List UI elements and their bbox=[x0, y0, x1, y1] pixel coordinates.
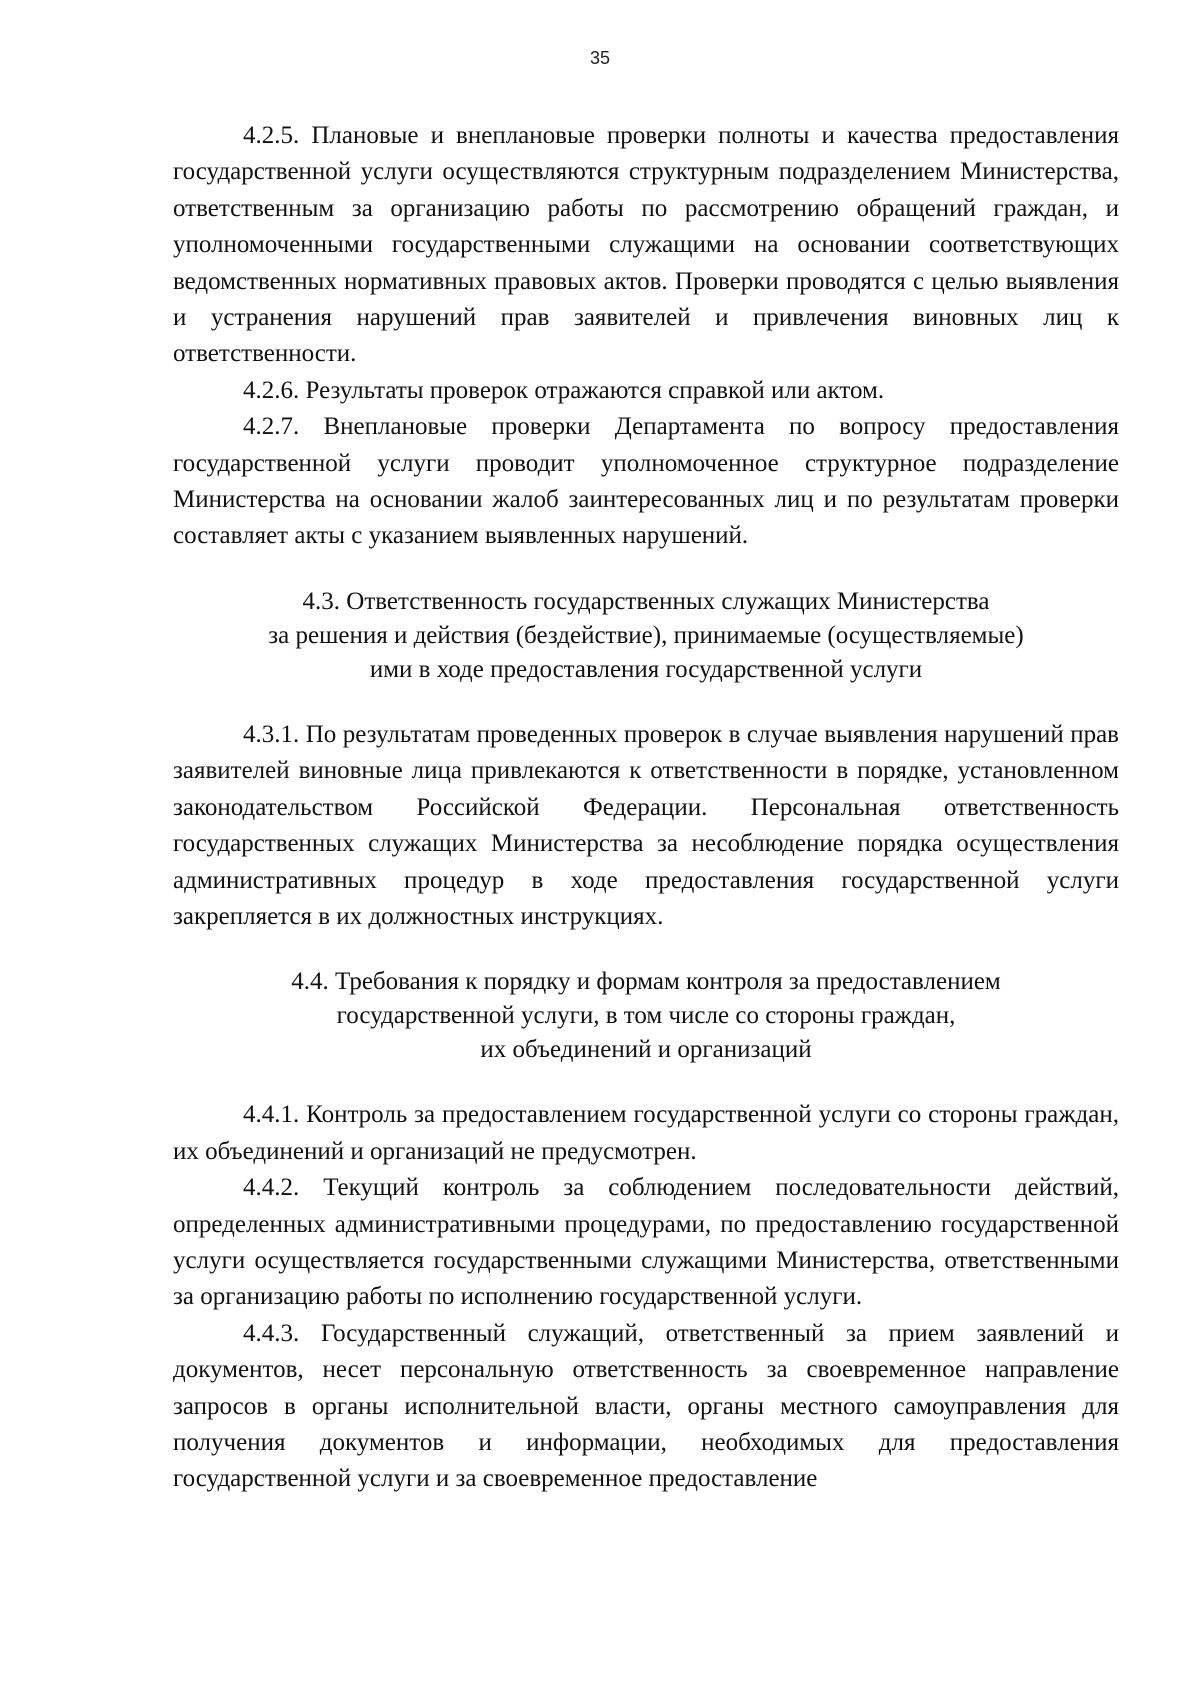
heading-line: их объединений и организаций bbox=[480, 1036, 812, 1064]
section-heading-4-4 bbox=[173, 965, 1119, 1067]
section-heading-4-3 bbox=[173, 585, 1119, 687]
paragraph-4-3-1: 4.3.1. По результатам проведенных проверок в случае выявления нарушений прав заявителей виновные лица привлекаются к ответственности в порядке, установленном законодательством Российской Федерации. Персональная ответственность государственных служащих Министерства за несоблюдение порядка осуществления административных процедур в ходе предоставления государственной услуги закрепляется в их должностных инструкциях. bbox=[173, 720, 1119, 930]
heading-line: государственной услуги, в том числе со стороны граждан, bbox=[336, 1002, 956, 1030]
heading-line: ими в ходе предоставления государственной услуги bbox=[369, 655, 923, 683]
heading-line: за решения и действия (бездействие), принимаемые (осуществляемые) bbox=[268, 621, 1024, 649]
paragraph-4-2-7: 4.2.7. Внеплановые проверки Департамента по вопросу предоставления государственной услуги проводит уполномоченное структурное подразделение Министерства на основании жалоб заинтересованных лиц и по результатам проверки составляет акты с указанием выявленных нарушений. bbox=[173, 413, 1119, 550]
paragraph-4-2-5: 4.2.5. Плановые и внеплановые проверки полноты и качества предоставления государственной услуги осуществляются структурным подразделением Министерства, ответственным за организацию работы по рассмотрению обращений граждан, и уполномоченными государственными служащими на основании соответствующих ведомственных нормативных правовых актов. Проверки проводятся с целью выявления и устранения нарушений прав заявителей и привлечения виновных лиц к ответственности. bbox=[173, 122, 1119, 368]
page-number: 35 bbox=[589, 48, 611, 68]
paragraph-4-2-6: 4.2.6. Результаты проверок отражаются справкой или актом. bbox=[243, 376, 885, 404]
paragraph-4-4-1: 4.4.1. Контроль за предоставлением государственной услуги со стороны граждан, их объединений и организаций не предусмотрен. bbox=[173, 1101, 1119, 1165]
paragraph-4-4-2: 4.4.2. Текущий контроль за соблюдением последовательности действий, определенных административными процедурами, по предоставлению государственной услуги осуществляется государственными служащими Министерства, ответственными за организацию работы по исполнению государственной услуги. bbox=[173, 1174, 1119, 1311]
paragraph-4-4-3: 4.4.3. Государственный служащий, ответственный за прием заявлений и документов, несет персональную ответственность за своевременное направление запросов в органы исполнительной власти, органы местного самоуправления для получения документов и информации, необходимых для предоставления государственной услуги и за своевременное предоставление bbox=[173, 1319, 1119, 1493]
document-body bbox=[173, 118, 1119, 1498]
heading-line: 4.3. Ответственность государственных служащих Министерства bbox=[302, 587, 990, 615]
heading-line: 4.4. Требования к порядку и формам контроля за предоставлением bbox=[291, 968, 1001, 996]
